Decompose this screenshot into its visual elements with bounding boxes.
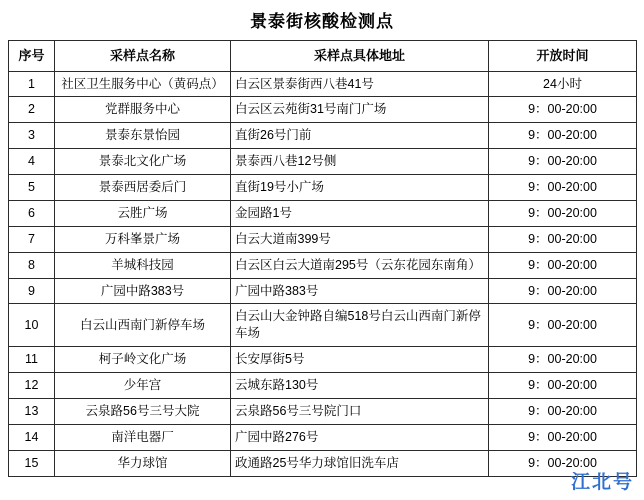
cell-open-time: 9：00-20:00 (489, 252, 637, 278)
cell-address: 景泰西八巷12号侧 (231, 149, 489, 175)
cell-open-time: 9：00-20:00 (489, 175, 637, 201)
cell-index: 2 (9, 97, 55, 123)
cell-index: 6 (9, 200, 55, 226)
cell-site-name: 华力球馆 (55, 450, 231, 476)
cell-address: 云城东路130号 (231, 373, 489, 399)
table-row (9, 71, 637, 97)
cell-open-time: 9：00-20:00 (489, 450, 637, 476)
table-row (9, 123, 637, 149)
cell-open-time: 9：00-20:00 (489, 304, 637, 347)
table-row (9, 200, 637, 226)
cell-index: 1 (9, 71, 55, 97)
cell-address: 政通路25号华力球馆旧洗车店 (231, 450, 489, 476)
cell-index: 14 (9, 424, 55, 450)
cell-open-time: 9：00-20:00 (489, 123, 637, 149)
cell-address: 白云大道南399号 (231, 226, 489, 252)
cell-index: 7 (9, 226, 55, 252)
cell-address: 金园路1号 (231, 200, 489, 226)
table-header-row (9, 41, 637, 72)
column-header-time: 开放时间 (489, 41, 637, 72)
cell-index: 15 (9, 450, 55, 476)
cell-index: 10 (9, 304, 55, 347)
cell-site-name: 南洋电器厂 (55, 424, 231, 450)
table-row (9, 373, 637, 399)
page-title: 景泰街核酸检测点 (250, 12, 394, 31)
cell-site-name: 柯子岭文化广场 (55, 347, 231, 373)
table-row (9, 450, 637, 476)
cell-site-name: 少年宫 (55, 373, 231, 399)
cell-address: 广园中路383号 (231, 278, 489, 304)
cell-address: 长安厚街5号 (231, 347, 489, 373)
cell-site-name: 党群服务中心 (55, 97, 231, 123)
cell-index: 5 (9, 175, 55, 201)
cell-site-name: 社区卫生服务中心（黄码点） (55, 71, 231, 97)
column-header-address: 采样点具体地址 (231, 41, 489, 72)
cell-site-name: 云泉路56号三号大院 (55, 398, 231, 424)
cell-address: 白云山大金钟路自编518号白云山西南门新停车场 (231, 304, 489, 347)
table-row (9, 347, 637, 373)
column-header-index: 序号 (9, 41, 55, 72)
cell-open-time: 9：00-20:00 (489, 278, 637, 304)
cell-address: 白云区白云大道南295号（云东花园东南角） (231, 252, 489, 278)
cell-index: 12 (9, 373, 55, 399)
cell-open-time: 9：00-20:00 (489, 424, 637, 450)
cell-address: 直街19号小广场 (231, 175, 489, 201)
cell-open-time: 24小时 (489, 71, 637, 97)
column-header-name: 采样点名称 (55, 41, 231, 72)
cell-open-time: 9：00-20:00 (489, 398, 637, 424)
table-row (9, 398, 637, 424)
cell-address: 云泉路56号三号院门口 (231, 398, 489, 424)
cell-open-time: 9：00-20:00 (489, 200, 637, 226)
cell-index: 3 (9, 123, 55, 149)
cell-index: 13 (9, 398, 55, 424)
cell-open-time: 9：00-20:00 (489, 347, 637, 373)
table-row (9, 252, 637, 278)
table-row (9, 304, 637, 347)
cell-open-time: 9：00-20:00 (489, 97, 637, 123)
table-row (9, 175, 637, 201)
cell-site-name: 白云山西南门新停车场 (55, 304, 231, 347)
cell-open-time: 9：00-20:00 (489, 373, 637, 399)
cell-site-name: 云胜广场 (55, 200, 231, 226)
cell-open-time: 9：00-20:00 (489, 149, 637, 175)
watermark: 江北号 (570, 471, 634, 493)
cell-index: 9 (9, 278, 55, 304)
cell-site-name: 羊城科技园 (55, 252, 231, 278)
cell-site-name: 万科峯景广场 (55, 226, 231, 252)
cell-address: 白云区云苑街31号南门广场 (231, 97, 489, 123)
cell-address: 直街26号门前 (231, 123, 489, 149)
table-row (9, 97, 637, 123)
cell-index: 8 (9, 252, 55, 278)
cell-address: 广园中路276号 (231, 424, 489, 450)
cell-index: 11 (9, 347, 55, 373)
cell-open-time: 9：00-20:00 (489, 226, 637, 252)
table-row (9, 424, 637, 450)
testing-sites-table (8, 40, 637, 477)
table-row (9, 149, 637, 175)
table-row (9, 226, 637, 252)
cell-site-name: 广园中路383号 (55, 278, 231, 304)
cell-site-name: 景泰东景怡园 (55, 123, 231, 149)
cell-address: 白云区景泰街西八巷41号 (231, 71, 489, 97)
cell-site-name: 景泰西居委后门 (55, 175, 231, 201)
cell-site-name: 景泰北文化广场 (55, 149, 231, 175)
table-row (9, 278, 637, 304)
cell-index: 4 (9, 149, 55, 175)
